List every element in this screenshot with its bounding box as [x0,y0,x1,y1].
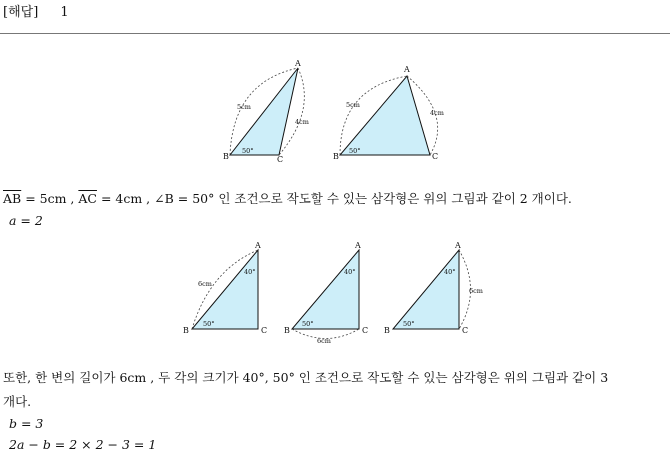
answer-header [3,1,69,20]
side-ab-label: 5cm [237,103,251,111]
triangle-1 [223,59,309,164]
vertex-b-label: B [384,326,390,335]
triangle-3 [384,241,483,335]
figure-triangles-three [180,240,490,345]
side-ab-label: 5cm [346,101,360,109]
vertex-b-label: B [183,326,189,335]
vertex-b-label: B [223,152,229,161]
triangle-2 [333,65,444,161]
vertex-a-label: A [455,241,461,250]
side-label: 6cm [317,337,331,345]
segment-ab: $\overline{AB}$ [3,191,22,206]
vertex-c-label: C [261,326,268,335]
vertex-a-label: A [295,59,301,68]
result-b: b = 3 [9,416,44,431]
header-divider [0,33,670,34]
side-ac-label: 4cm [295,118,309,126]
vertex-b-label: B [284,326,290,335]
angle-b-label: 50° [403,320,415,328]
problem-number: 1 [60,5,69,20]
angle-a-label: 40° [244,268,256,276]
explanation-line-1: $\overline{AB} = 5cm$ , $\overline{AC} = 4cm$ , ∠B = 50° 인 조건으로 작도할 수 있는 삼각형은 위의 그림과 같이 2 개이다. [3,191,572,206]
explanation-line-4: 개다. [3,394,32,409]
triangle-1 [183,241,267,335]
angle-b-label: 50° [203,320,215,328]
vertex-a-label: A [255,241,261,250]
vertex-b-label: B [333,152,339,161]
angle-a-label: 40° [444,268,456,276]
angle-a-label: 40° [344,268,356,276]
vertex-c-label: C [432,152,439,161]
figure-triangles-two [215,60,450,170]
side-label: 6cm [469,287,483,295]
side-label: 6cm [198,280,212,288]
triangle-2 [284,241,368,345]
answer-title: [해답] [3,5,39,20]
angle-b-label: 50° [302,320,314,328]
angle-b-label: 50° [349,147,361,155]
explanation-line-3: 또한, 한 변의 길이가 6cm , 두 각의 크기가 40°, 50° 인 조건으로 작도할 수 있는 삼각형은 위의 그림과 같이 3 [3,370,609,385]
vertex-a-label: A [355,241,361,250]
vertex-c-label: C [362,326,369,335]
vertex-c-label: C [277,155,284,164]
side-ac-label: 4cm [430,109,444,117]
vertex-c-label: C [462,326,469,335]
angle-b-label: 50° [242,147,254,155]
result-a: a = 2 [9,213,43,228]
final-calculation: 2a − b = 2 × 2 − 3 = 1 [9,437,157,452]
vertex-a-label: A [404,65,410,74]
segment-ac: $\overline{AC}$ [78,191,97,206]
